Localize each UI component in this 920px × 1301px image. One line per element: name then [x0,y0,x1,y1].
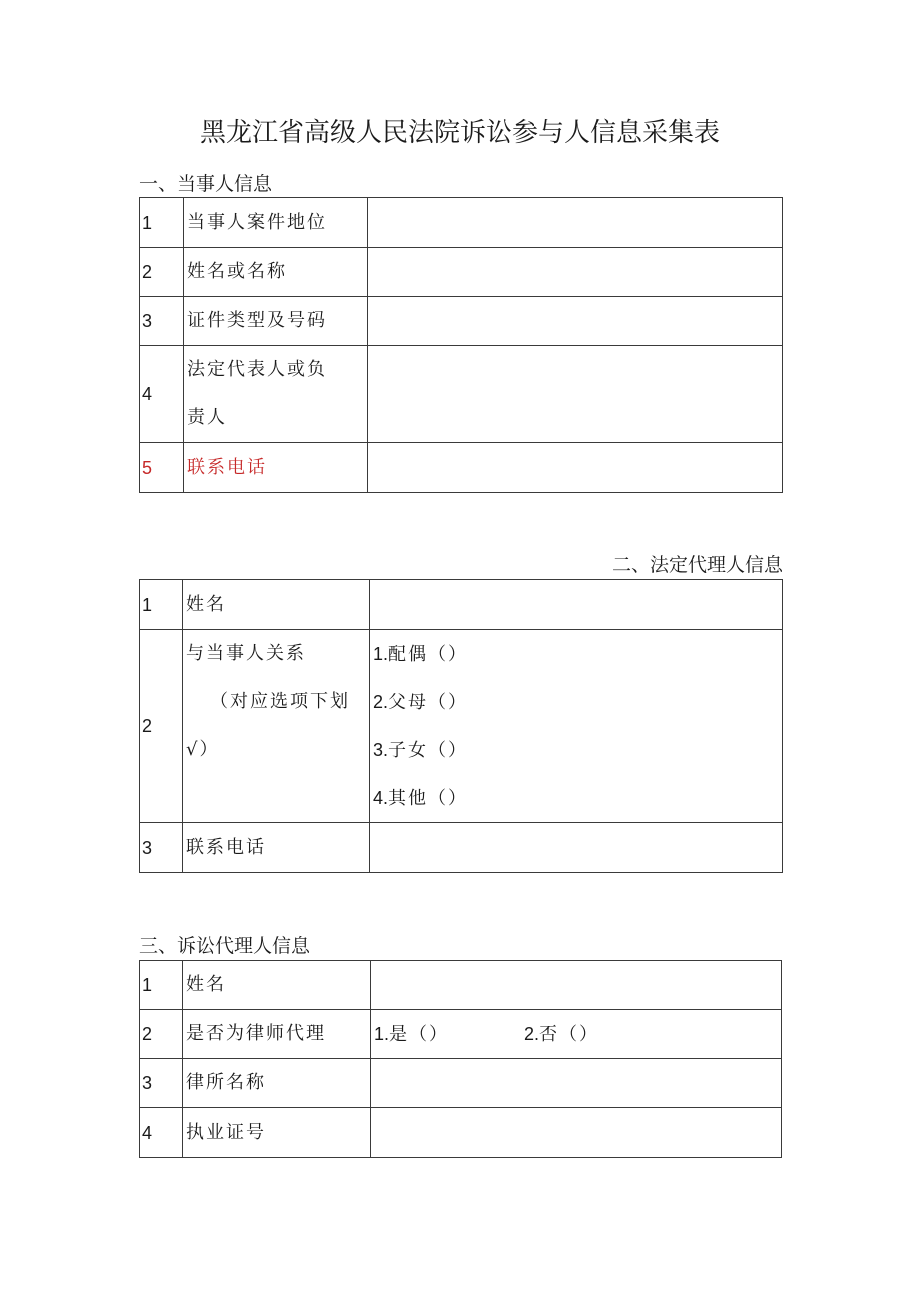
label-line: 法定代表人或负 [187,359,327,380]
field-label-law-firm: 律所名称 [183,1059,371,1108]
party-info-table [139,197,783,493]
field-label-relationship [183,630,370,823]
table-row [140,1108,782,1158]
row-number: 2 [140,1010,183,1059]
option-parents[interactable] [373,678,782,726]
option-other[interactable] [373,774,782,822]
row-number: 1 [140,961,183,1010]
option-text: 子女（） [388,740,469,761]
field-label-case-role: 当事人案件地位 [184,198,368,248]
section-heading-legal-guardian: 二、法定代理人信息 [611,554,783,576]
lawyer-options [371,1010,782,1059]
option-text: 配偶（） [388,644,469,665]
row-number: 4 [140,346,184,443]
option-text: 是（） [389,1023,450,1045]
field-value-name[interactable] [370,580,783,630]
legal-guardian-table [139,579,783,873]
field-label-name: 姓名 [183,961,371,1010]
field-value-legal-representative[interactable] [368,346,783,443]
option-number: 4. [373,788,389,808]
field-label-is-lawyer: 是否为律师代理 [183,1010,371,1059]
label-line: √） [186,739,220,760]
field-label-phone: 联系电话 [184,443,368,493]
option-number: 2. [373,692,389,712]
row-number: 1 [140,198,184,248]
table-row [140,580,783,630]
table-row [140,823,783,873]
field-label-legal-representative [184,346,368,443]
row-number: 3 [140,1059,183,1108]
row-number: 1 [140,580,183,630]
table-row [140,1010,782,1059]
litigation-agent-table [139,960,782,1158]
table-row [140,630,783,823]
table-row [140,248,783,297]
section-heading-party: 一、当事人信息 [139,173,273,195]
field-value-phone[interactable] [370,823,783,873]
row-number: 3 [140,297,184,346]
option-number: 3. [373,740,389,760]
table-row [140,961,782,1010]
option-text: 父母（） [388,692,469,713]
option-children[interactable] [373,726,782,774]
option-number: 1. [374,1023,390,1044]
field-value-license-number[interactable] [371,1108,782,1158]
option-text: 其他（） [388,788,469,809]
field-value-name[interactable] [371,961,782,1010]
field-label-name: 姓名 [183,580,370,630]
label-line: （对应选项下划 [210,691,350,712]
table-row [140,346,783,443]
field-value-id-type-number[interactable] [368,297,783,346]
section-heading-litigation-agent: 三、诉讼代理人信息 [139,935,311,957]
option-number: 1. [373,644,389,664]
option-number: 2. [524,1023,540,1044]
field-value-case-role[interactable] [368,198,783,248]
row-number: 5 [140,443,184,493]
field-value-name[interactable] [368,248,783,297]
page-title: 黑龙江省高级人民法院诉讼参与人信息采集表 [199,118,720,148]
field-value-phone[interactable] [368,443,783,493]
field-label-phone: 联系电话 [183,823,370,873]
table-row [140,443,783,493]
option-text: 否（） [539,1023,600,1045]
field-label-name: 姓名或名称 [184,248,368,297]
label-line: 责人 [187,407,227,428]
table-row [140,1059,782,1108]
field-label-id-type-number: 证件类型及号码 [184,297,368,346]
field-value-law-firm[interactable] [371,1059,782,1108]
option-yes[interactable] [374,1022,524,1047]
label-line: 与当事人关系 [186,643,306,664]
table-row [140,297,783,346]
row-number: 3 [140,823,183,873]
option-no[interactable] [524,1024,599,1045]
row-number: 2 [140,248,184,297]
row-number: 2 [140,630,183,823]
option-spouse[interactable] [373,630,782,678]
table-row [140,198,783,248]
row-number: 4 [140,1108,183,1158]
relationship-options [370,630,783,823]
field-label-license-number: 执业证号 [183,1108,371,1158]
